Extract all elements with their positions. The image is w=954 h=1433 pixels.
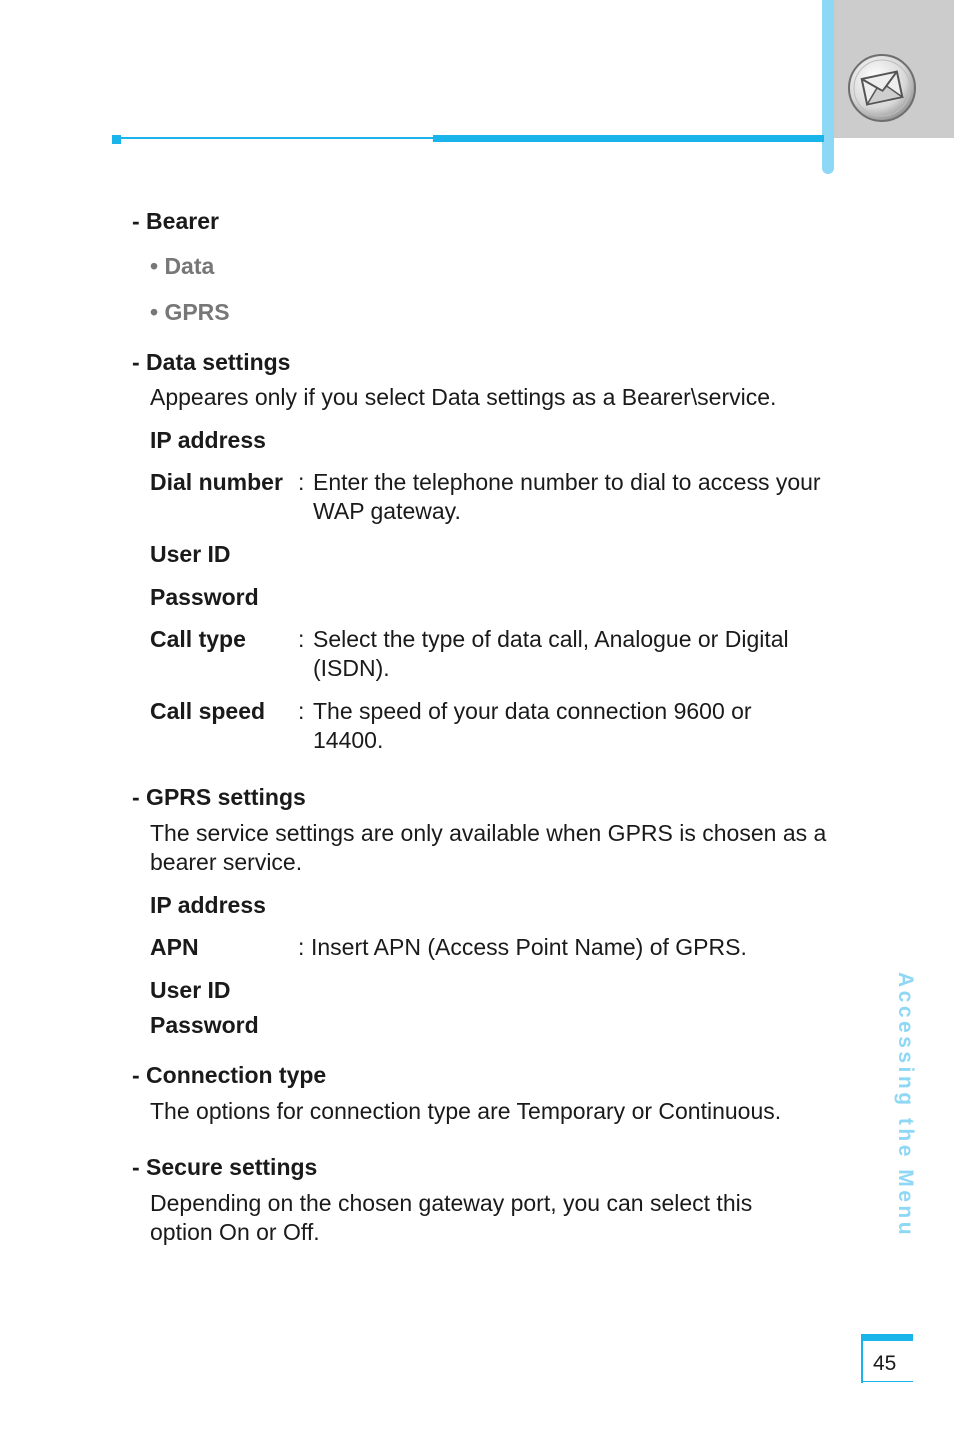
dial-number-colon: : [298,469,305,495]
heading-data-settings: - Data settings [132,349,291,375]
heading-secure-settings: - Secure settings [132,1154,318,1180]
gprs-password-term: Password [150,1012,259,1038]
heading-connection-type: - Connection type [132,1062,327,1088]
header-rule-thin [117,137,437,139]
heading-gprs-settings: - GPRS settings [132,784,306,810]
envelope-icon [846,52,918,124]
call-speed-desc: The speed of your data connection 9600 or 14400. [313,698,752,753]
apn-colon: : [298,934,305,960]
apn-desc: Insert APN (Access Point Name) of GPRS. [311,934,747,960]
gprs-user-id-term: User ID [150,977,231,1003]
side-section-label: Accessing the Menu [894,972,917,1239]
secure-settings-text: Depending on the chosen gateway port, you can select this option On or Off. [150,1190,753,1245]
call-type-colon: : [298,626,305,652]
data-password-term: Password [150,584,259,610]
dial-number-term: Dial number [150,469,283,495]
header-rule-thick [433,135,824,142]
call-speed-term: Call speed [150,698,266,724]
bearer-option-data: • Data [150,253,215,279]
dial-number-desc: Enter the telephone number to dial to access your WAP gateway. [313,469,821,524]
data-ip-address-term: IP address [150,427,266,453]
page-number-line [861,1341,863,1383]
page-number: 45 [873,1352,897,1375]
apn-term: APN [150,934,199,960]
call-type-term: Call type [150,626,246,652]
call-type-desc: Select the type of data call, Analogue or Digital (ISDN). [313,626,789,681]
gprs-ip-address-term: IP address [150,892,266,918]
page-number-underline [861,1381,913,1382]
gprs-settings-intro: The service settings are only available when GPRS is chosen as a bearer service. [150,820,827,875]
data-settings-intro: Appeares only if you select Data settings as a Bearer\service. [150,384,777,410]
connection-type-text: The options for connection type are Temporary or Continuous. [150,1098,782,1124]
page-number-bar [861,1334,913,1341]
heading-bearer: - Bearer [132,208,219,234]
call-speed-colon: : [298,698,305,724]
header-vertical-bar [822,0,834,174]
data-user-id-term: User ID [150,541,231,567]
bearer-option-gprs: • GPRS [150,299,230,325]
